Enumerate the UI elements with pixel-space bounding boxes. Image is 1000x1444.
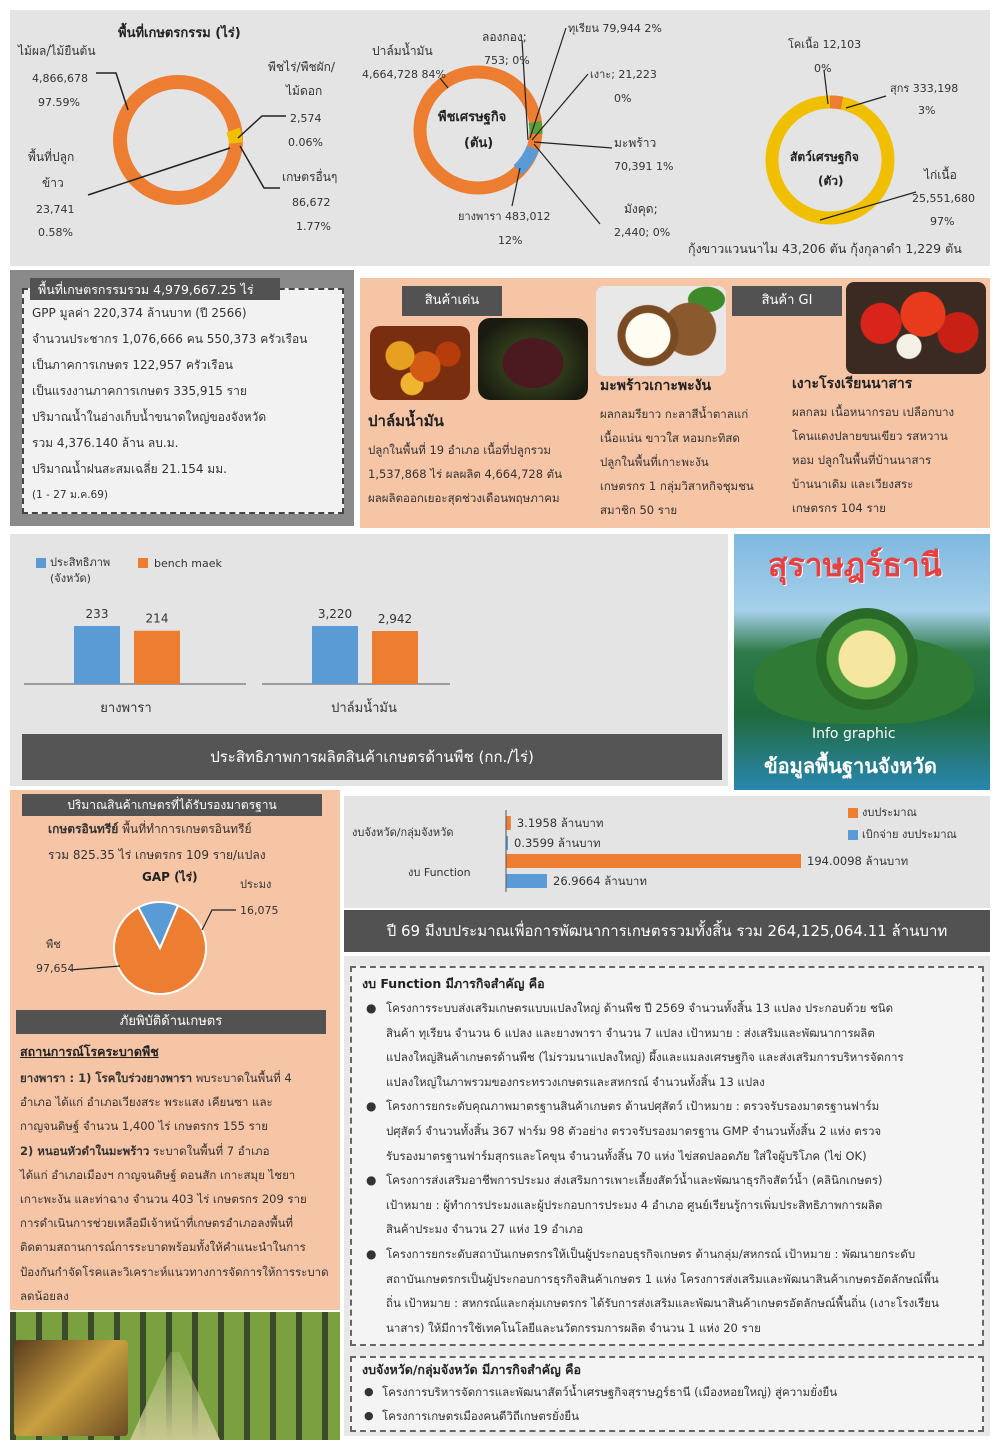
mission-line: สินค้าประมง จำนวน 27 แห่ง 19 อำเภอ: [386, 1222, 584, 1237]
summary-line: ปริมาณน้ำฝนสะสมเฉลี่ย 21.154 มม.: [32, 462, 227, 476]
province-info-label: Info graphic: [812, 726, 896, 742]
function-mission-list: [364, 996, 976, 1340]
rambutan-image: [846, 282, 986, 374]
featured-rambutan-lines: [792, 400, 954, 520]
budget-row2-label: งบ Function: [408, 866, 471, 879]
animals-pig-label: สุกร 333,198: [890, 82, 959, 95]
bar-value-label: 214: [145, 611, 169, 626]
crops-rubber-label: ยางพารา 483,012: [458, 210, 551, 223]
animals-beef-label: โคเนื้อ 12,103: [788, 38, 862, 51]
province-image: [734, 534, 990, 790]
agri-other-value: 86,672: [292, 196, 331, 209]
palm-fruit-image: [370, 326, 470, 400]
legend-swatch-benchmark: [138, 558, 148, 568]
legend-province-label2: (จังหวัด): [50, 572, 91, 585]
gap-fish-value: 16,075: [240, 904, 279, 917]
agri-rice-label1: พื้นที่ปลูก: [28, 150, 75, 164]
summary-line: เป็นแรงงานภาคการเกษตร 335,915 ราย: [32, 384, 247, 398]
province-mission-list: [364, 1380, 976, 1428]
disaster-line: [20, 1211, 336, 1235]
disaster-line: [20, 1260, 336, 1284]
disaster-line: [20, 1235, 336, 1259]
featured-rambutan-line: บ้านนาเดิม และเวียงสระ: [792, 477, 914, 491]
province-mission-item: [364, 1404, 976, 1428]
mission-item: [364, 1094, 976, 1168]
crops-palm-label: ปาล์มน้ำมัน: [372, 44, 433, 58]
leader-fish: [202, 910, 236, 930]
disaster-text: การดำเนินการช่วยเหลือมีเจ้าหน้าที่เกษตรอำเภอลงพื้นที่: [20, 1216, 294, 1231]
legend-budget-label: งบประมาณ: [862, 806, 917, 819]
agri-area-title: พื้นที่เกษตรกรรม (ไร่): [118, 26, 241, 41]
spent-bar: [506, 874, 547, 888]
organic-rest: พื้นที่ทำการเกษตรอินทรีย์: [118, 822, 252, 836]
province-subtitle: ข้อมูลพื้นฐานจังหวัด: [764, 754, 937, 778]
palm-bunch-image: [478, 318, 588, 400]
crops-rambutan-label: เงาะ; 21,223: [590, 68, 657, 81]
crops-palm-value: 4,664,728 84%: [362, 68, 446, 81]
gap-fish-label: ประมง: [240, 878, 272, 891]
disaster-line: [20, 1187, 336, 1211]
featured-rambutan-title: เงาะโรงเรียนนาสาร: [792, 376, 913, 392]
agri-field-pct: 0.06%: [288, 136, 323, 149]
disaster-header: ภัยพิบัติด้านเกษตร: [16, 1010, 326, 1034]
summary-date-note: (1 - 27 ม.ค.69): [32, 489, 109, 501]
disaster-bold: 2) หนอนหัวดำในมะพร้าว: [20, 1143, 150, 1158]
disaster-bold: ยางพารา : 1) โรคใบร่วงยางพารา: [20, 1071, 193, 1085]
animals-chicken-value: 25,551,680: [912, 192, 975, 205]
summary-line: ปริมาณน้ำในอ่างเก็บน้ำขนาดใหญ่ของจังหวัด: [32, 410, 267, 424]
mission-line: โครงการส่งเสริมอาชีพการประมง ส่งเสริมการเพาะเลี้ยงสัตว์น้ำและพัฒนาธุรกิจสัตว์น้ำ (คลินิกเกษตร): [386, 1173, 883, 1188]
crops-durian-label: ทุเรียน 79,944 2%: [568, 22, 662, 35]
crops-mangosteen-value: 2,440; 0%: [614, 226, 671, 239]
budget-banner: ปี 69 มีงบประมาณเพื่อการพัฒนาการเกษตรรวมทั้งสิ้น รวม 264,125,064.11 ล้านบาท: [344, 910, 990, 952]
budget-value-label: 0.3599 ล้านบาท: [514, 836, 601, 850]
legend-benchmark-label: bench maek: [154, 557, 222, 570]
coconut-image: [596, 286, 726, 376]
budget-bar: [506, 816, 511, 830]
bullet-icon: ●: [366, 1099, 377, 1114]
bullet-icon: ●: [366, 1246, 377, 1261]
featured-rambutan-line: ผลกลม เนื้อหนากรอบ เปลือกบาง: [792, 405, 955, 419]
featured-header: สินค้าเด่น: [402, 286, 502, 316]
disaster-line: [20, 1284, 336, 1308]
leader-perennial: [96, 73, 128, 110]
leader-coconut: [534, 142, 612, 148]
leader-plant: [70, 966, 120, 970]
agri-perennial-ring: [120, 82, 236, 198]
crops-coconut-value: 70,391 1%: [614, 160, 674, 173]
bar-value-label: 3,220: [317, 607, 353, 621]
mission-line: เป้าหมาย : ผู้ทำการประมงและผู้ประกอบการประมง 4 อำเภอ ศูนย์เรียนรู้การเพิ่มประสิทธิภาพการผลิต: [386, 1197, 883, 1212]
province-mission-title: งบจังหวัด/กลุ่มจังหวัด มีภารกิจสำคัญ คือ: [362, 1362, 582, 1377]
rubber-plantation-image: [10, 1312, 340, 1440]
budget-chart: [500, 808, 940, 896]
legend-swatch-province: [36, 558, 46, 568]
featured-coconut-line: สมาชิก 50 ราย: [600, 503, 678, 517]
agri-perennial-value: 4,866,678: [32, 72, 88, 85]
disaster-text: อำเภอ ได้แก่ อำเภอเวียงสระ พระแสง เคียนซา และ: [20, 1095, 273, 1110]
featured-coconut-line: เกษตรกร 1 กลุ่มวิสาหกิจชุมชน: [600, 479, 754, 493]
gi-header: สินค้า GI: [732, 286, 842, 316]
budget-value-label: 194.0098 ล้านบาท: [807, 854, 909, 868]
animals-pig-slice: [830, 102, 842, 103]
featured-rambutan-line: หอม ปลูกในพื้นที่บ้านนาสาร: [792, 453, 932, 467]
featured-coconut-lines: [600, 402, 754, 522]
agri-perennial-label: ไม้ผล/ไม้ยืนต้น: [18, 44, 96, 58]
agri-field-label2: ไม้ดอก: [286, 84, 323, 98]
mission-line: สถาบันเกษตรกรเป็นผู้ประกอบการธุรกิจสินค้าเกษตร 1 แห่ง โครงการส่งเสริมและพัฒนาสินค้าเกษตรอัตลักษณ์พื้น: [386, 1271, 939, 1286]
agri-other-label: เกษตรอื่นๆ: [282, 170, 338, 184]
animals-title2: (ตัว): [818, 174, 844, 188]
featured-coconut-line: ปลูกในพื้นที่เกาะพะงัน: [600, 455, 709, 469]
category-label: ยางพารา: [100, 701, 152, 716]
organic-line2: รวม 825.35 ไร่ เกษตรกร 109 ราย/แปลง: [48, 848, 266, 862]
disaster-text: กาญจนดิษฐ์ จำนวน 1,400 ไร่ เกษตรกร 155 ราย: [20, 1119, 268, 1134]
crops-longkong-value: 753; 0%: [484, 54, 530, 67]
animals-title1: สัตว์เศรษฐกิจ: [790, 150, 859, 164]
featured-rambutan-line: โคนแดงปลายขนเขียว รสหวาน: [792, 429, 948, 443]
bullet-icon: ●: [366, 1001, 377, 1015]
certified-header: ปริมาณสินค้าเกษตรที่ได้รับรองมาตรฐาน: [22, 794, 322, 816]
agri-other-pct: 1.77%: [296, 220, 331, 233]
mission-line: แปลงใหญ่ในภาพรวมของกระทรวงเกษตรและสหกรณ์ จำนวนทั้งสิ้น 13 แปลง: [386, 1074, 765, 1089]
category-label: ปาล์มน้ำมัน: [331, 701, 397, 716]
agri-rice-pct: 0.58%: [38, 226, 73, 239]
agri-rice-value: 23,741: [36, 203, 75, 216]
bar-value-label: 233: [85, 607, 109, 621]
province-mission-line: โครงการบริหารจัดการและพัฒนาสัตว์น้ำเศรษฐกิจสุราษฎร์ธานี (เมืองหอยใหญ่) สู่ความยั่งยืน: [382, 1385, 838, 1399]
function-mission-title: งบ Function มีภารกิจสำคัญ คือ: [362, 976, 545, 991]
animals-beef-pct: 0%: [814, 62, 832, 75]
mission-line: โครงการยกระดับสถาบันเกษตรกรให้เป็นผู้ประกอบธุรกิจเกษตร ด้านกลุ่ม/สหกรณ์ เป้าหมาย : พัฒนายกระดับ: [386, 1246, 916, 1261]
featured-palm-line: ผลผลิตออกเยอะสุดช่วงเดือนพฤษภาคม: [368, 491, 560, 505]
animals-pig-pct: 3%: [918, 104, 936, 117]
featured-coconut-line: ผลกลมรียาว กะลาสีน้ำตาลแก่: [600, 407, 749, 421]
bar-benchmark: [372, 631, 418, 684]
featured-rambutan-line: เกษตรกร 104 ราย: [792, 501, 886, 515]
featured-coconut-line: เนื้อแน่น ขาวใส หอมกะทิสด: [600, 431, 740, 445]
mission-item: [364, 1168, 976, 1242]
summary-line: GPP มูลค่า 220,374 ล้านบาท (ปี 2566): [32, 306, 247, 320]
agri-perennial-pct: 97.59%: [38, 96, 80, 109]
budget-value-label: 3.1958 ล้านบาท: [516, 816, 604, 830]
disaster-line: [20, 1090, 336, 1114]
mission-line: ปศุสัตว์ จำนวนทั้งสิ้น 367 ฟาร์ม 98 ตัวอย่าง ตรวจรับรองมาตรฐาน GMP จำนวนทั้งสิ้น 2 แห่ง ตรวจ: [386, 1123, 882, 1138]
agri-other-slice: [233, 130, 236, 143]
disaster-line: [20, 1163, 336, 1187]
crops-mangosteen-label: มังคุด;: [624, 202, 658, 216]
bar-value-label: 2,942: [377, 612, 413, 627]
mission-line: นาสาร) ให้มีการใช้เทคโนโลยีและนวัตกรรมการผลิต จำนวน 1 แห่ง 20 ราย: [386, 1320, 761, 1335]
agri-rice-label2: ข้าว: [42, 176, 64, 190]
rubber-leaf-image: [14, 1340, 128, 1436]
plantation-path: [130, 1352, 220, 1440]
mission-line: โครงการยกระดับคุณภาพมาตรฐานสินค้าเกษตร ด้านปศุสัตว์ เป้าหมาย : ตรวจรับรองมาตรฐานฟาร์ม: [386, 1099, 880, 1114]
legend-spent-label: เบิกจ่าย งบประมาณ: [862, 828, 957, 841]
budget-value-label: 26.9664 ล้านบาท: [553, 874, 647, 888]
crops-rubber-pct: 12%: [498, 234, 523, 247]
crops-coconut-label: มะพร้าว: [614, 136, 657, 150]
bar-province: [74, 626, 120, 684]
bullet-icon: ●: [366, 1173, 377, 1188]
mission-line: รับรองมาตรฐานฟาร์มสุกรและโคขุน จำนวนทั้งสิ้น 70 แห่ง ไข่สดปลอดภัย ใส่ใจผู้บริโภค (ไข่ OK): [386, 1148, 867, 1163]
shrimp-note: กุ้งขาวแวนนาไม 43,206 ตัน กุ้งกุลาดำ 1,229 ตัน: [688, 241, 962, 256]
disaster-text: ติดตามสถานการณ์การระบาดพร้อมทั้งให้คำแนะนำในการ: [20, 1240, 306, 1255]
summary-lines: [32, 300, 307, 508]
disaster-line: [20, 1066, 336, 1090]
summary-line: จำนวนประชากร 1,076,666 คน 550,373 ครัวเรือน: [32, 332, 308, 346]
gap-title: GAP (ไร่): [142, 870, 198, 884]
summary-line: รวม 4,376.140 ล้าน ลบ.ม.: [32, 436, 179, 450]
budget-row1-label: งบจังหวัด/กลุ่มจังหวัด: [352, 826, 454, 839]
featured-palm-line: ปลูกในพื้นที่ 19 อำเภอ เนื้อที่ปลูกรวม: [368, 443, 551, 457]
province-mission-line: โครงการเกษตรเมืองคนดีวิถีเกษตรยั่งยืน: [382, 1409, 579, 1423]
organic-bold: เกษตรอินทรีย์: [48, 822, 119, 836]
organic-line1: [48, 820, 252, 839]
disaster-text: ระบาดในพื้นที่ 7 อำเภอ: [149, 1143, 270, 1158]
ministry-seal-icon: [816, 608, 918, 710]
leader-field: [238, 116, 286, 138]
gap-plant-value: 97,654: [36, 962, 75, 975]
province-mission-item: [364, 1380, 976, 1404]
leader-other: [240, 146, 280, 188]
budget-bar: [506, 854, 801, 868]
disaster-lines: [20, 1066, 336, 1308]
bar-benchmark: [134, 631, 180, 684]
featured-coconut-title: มะพร้าวเกาะพะงัน: [600, 378, 712, 394]
featured-palm-line: 1,537,868 ไร่ ผลผลิต 4,664,728 ตัน: [368, 467, 563, 481]
disaster-sub: สถานการณ์โรคระบาดพืช: [20, 1044, 159, 1059]
crops-longkong-label: ลองกอง;: [482, 30, 527, 44]
productivity-chart: [10, 590, 450, 720]
animals-chicken-label: ไก่เนื้อ: [924, 168, 957, 182]
crops-title2: (ตัน): [464, 136, 494, 151]
featured-palm-lines: [368, 438, 562, 510]
bar-province: [312, 626, 358, 684]
mission-line: โครงการระบบส่งเสริมเกษตรแบบแปลงใหญ่ ด้านพืช ปี 2569 จำนวนทั้งสิ้น 13 แปลง ประกอบด้วย ชนิด: [386, 1001, 894, 1015]
bullet-icon: ●: [364, 1385, 374, 1398]
mission-line: ถิ่น เป้าหมาย : สหกรณ์และกลุ่มเกษตรกร ได้รับการส่งเสริมและพัฒนาสินค้าเกษตรอัตลักษณ์พื้นถิ่น (เงาะโรงเรียน: [386, 1296, 939, 1311]
agri-field-label1: พืชไร่/พืชผัก/: [268, 60, 335, 74]
mission-line: สินค้า ทุเรียน จำนวน 6 แปลง และยางพารา จำนวน 7 แปลง เป้าหมาย : ส่งเสริมและพัฒนาการผลิต: [386, 1025, 875, 1040]
disaster-text: เกาะพะงัน และท่าฉาง จำนวน 403 ไร่ เกษตรกร 209 ราย: [20, 1192, 307, 1207]
disaster-text: ได้แก่ อำเภอเมืองฯ กาญจนดิษฐ์ ดอนสัก เกาะสมุย ไชยา: [20, 1167, 296, 1182]
province-name: สุราษฎร์ธานี: [768, 546, 942, 584]
featured-palm-title: ปาล์มน้ำมัน: [368, 412, 444, 430]
gap-plant-label: พืช: [46, 938, 61, 951]
disaster-text: ลดน้อยลง: [20, 1288, 69, 1303]
disaster-line: [20, 1114, 336, 1138]
disaster-text: พบระบาดในพื้นที่ 4: [192, 1071, 292, 1085]
crops-rambutan-pct: 0%: [614, 92, 632, 105]
mission-item: [364, 1242, 976, 1340]
disaster-line: [20, 1139, 336, 1163]
summary-line: เป็นภาคการเกษตร 122,957 ครัวเรือน: [32, 358, 233, 372]
crops-title1: พืชเศรษฐกิจ: [438, 110, 507, 125]
summary-header-text: พื้นที่เกษตรกรรมรวม 4,979,667.25 ไร่: [38, 282, 254, 297]
mission-line: แปลงใหญ่สินค้าเกษตรด้านพืช (ไม่รวมนาแปลงใหญ่) ผึ้งและแมลงเศรษฐกิจ และส่งเสริมการบริหารจัดการ: [386, 1050, 904, 1065]
disaster-text: ป้องกันกำจัดโรคและวิเคราะห์แนวทางการจัดการให้การระบาด: [20, 1264, 329, 1279]
animals-chicken-pct: 97%: [930, 215, 955, 228]
legend-province-label1: ประสิทธิภาพ: [50, 556, 111, 569]
mission-item: [364, 996, 976, 1094]
agri-field-value: 2,574: [290, 112, 322, 125]
productivity-title: ประสิทธิภาพการผลิตสินค้าเกษตรด้านพืช (กก./ไร่): [22, 734, 722, 780]
bullet-icon: ●: [364, 1409, 374, 1422]
